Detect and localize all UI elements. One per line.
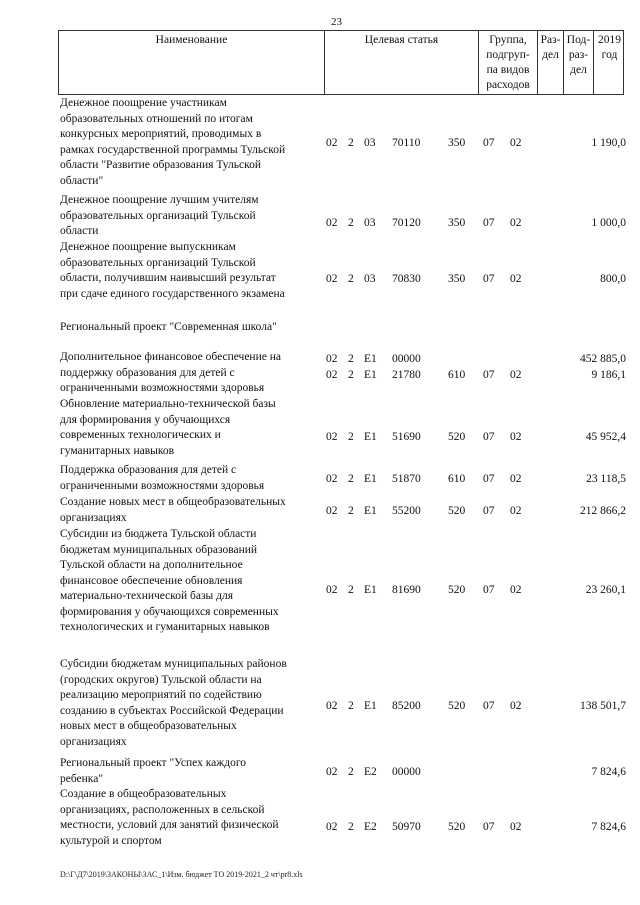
amount-2019: 1 000,0 [591, 217, 626, 229]
code-program: 02 [326, 821, 338, 833]
header-group-line: расходов [486, 79, 530, 91]
amount-2019: 45 952,4 [585, 431, 626, 443]
row-name-line: Региональный проект "Современная школа" [60, 321, 277, 333]
code-program: 02 [326, 766, 338, 778]
row-name-line: при сдаче единого государственного экзамена [60, 287, 285, 300]
row-name [60, 657, 322, 750]
row-name-line: области "Развитие образования Тульской [60, 159, 262, 171]
code-subprogram: 2 [348, 700, 354, 712]
row-name [60, 240, 322, 302]
code-subprogram: 2 [348, 137, 354, 149]
podrazdel: 02 [510, 584, 522, 596]
expense-group: 610 [448, 369, 466, 381]
row-name-line: Денежное поощрение участникам [60, 97, 227, 109]
row-name-line: конкурсных мероприятий, проводимых в [60, 128, 262, 140]
code-program: 02 [326, 217, 338, 229]
code-subprogram: 2 [348, 353, 354, 365]
row-name-line: Поддержка образования для детей с [60, 464, 237, 476]
row-name-line: Тульской области на дополнительное [60, 559, 243, 571]
row-name-line: новых мест в общеобразовательных [60, 720, 237, 732]
amount-2019: 7 824,6 [591, 821, 626, 833]
row-name-line: образовательных организаций Тульской [60, 256, 256, 269]
table-row [60, 495, 626, 526]
amount-2019: 9 186,1 [591, 369, 626, 381]
amount-2019: 7 824,6 [591, 766, 626, 778]
row-name [60, 787, 322, 849]
row-name-line: области [60, 225, 99, 237]
row-name-line: области, получившим наивысший результат [60, 272, 276, 284]
amount-2019: 138 501,7 [580, 700, 626, 712]
razdel: 07 [483, 369, 495, 381]
header-group-cell [479, 31, 538, 94]
row-name-line: реализацию мероприятий по содействию [60, 689, 262, 701]
code-program: 02 [326, 473, 338, 485]
table-row [60, 397, 626, 459]
code-subprogram: 2 [348, 217, 354, 229]
row-name-line: ребенка" [60, 772, 104, 785]
row-name-line: бюджетам муниципальных образований [60, 543, 258, 556]
code-program: 02 [326, 137, 338, 149]
expense-group: 520 [448, 584, 466, 596]
header-year: 2019 год [598, 34, 621, 61]
code-event: E1 [364, 369, 377, 381]
row-name-line: образовательных отношений по итогам [60, 112, 253, 125]
code-event: E1 [364, 353, 377, 365]
code-direction: 55200 [392, 505, 421, 517]
row-name [60, 756, 322, 787]
row-name-line: Дополнительное финансовое обеспечение на [60, 351, 281, 363]
row-name-line: образовательных организаций Тульской [60, 209, 256, 222]
row-name-line: местности, условий для занятий физической [60, 819, 279, 831]
amount-2019: 23 118,5 [586, 473, 626, 485]
razdel: 07 [483, 217, 495, 229]
page-number: 23 [331, 16, 342, 28]
razdel: 07 [483, 584, 495, 596]
table-row [60, 350, 626, 397]
expense-group: 520 [448, 821, 466, 833]
row-name-line: Денежное поощрение лучшим учителям [60, 194, 259, 206]
row-name-line: организациях [60, 511, 127, 524]
code-direction: 00000 [392, 766, 421, 778]
code-direction: 70830 [392, 273, 421, 285]
header-name-cell [59, 31, 325, 94]
code-direction: 70110 [392, 137, 421, 149]
table-row [60, 756, 626, 787]
code-event: 03 [364, 217, 376, 229]
amount-2019: 452 885,0 [580, 353, 626, 365]
header-group-line: подгруп- [486, 49, 530, 61]
code-direction: 70120 [392, 217, 421, 229]
amount-2019: 212 866,2 [580, 505, 626, 517]
expense-group: 520 [448, 700, 466, 712]
code-direction: 81690 [392, 584, 421, 596]
razdel: 07 [483, 273, 495, 285]
row-name-line: Создание новых мест в общеобразовательных [60, 496, 286, 508]
row-name [60, 397, 322, 459]
table-row [60, 240, 626, 302]
expense-group: 350 [448, 137, 466, 149]
podrazdel: 02 [510, 431, 522, 443]
table-row [60, 463, 626, 494]
code-event: E2 [364, 766, 377, 778]
header-group-line: Группа, [489, 34, 527, 46]
podrazdel: 02 [510, 137, 522, 149]
row-name [60, 96, 322, 189]
table-row [60, 657, 626, 750]
podrazdel: 02 [510, 505, 522, 517]
expense-group: 350 [448, 217, 466, 229]
footer-file-path: D:\Г\Д7\2019\ЗАКОНЫ\ЗАС_1\Изм. бюджет ТО 2019-2021_2 чт\pr8.xls [60, 870, 303, 879]
row-name-line: Создание в общеобразовательных [60, 788, 227, 800]
code-event: 03 [364, 137, 376, 149]
header-razdel-line: Раз- [540, 34, 561, 46]
row-name-line: ограниченными возможностями здоровья [60, 382, 265, 394]
razdel: 07 [483, 821, 495, 833]
row-name-line: (городских округов) Тульской области на [60, 673, 262, 686]
podrazdel: 02 [510, 273, 522, 285]
expense-group: 350 [448, 273, 466, 285]
row-name [60, 495, 322, 526]
expense-group: 610 [448, 473, 466, 485]
code-event: 03 [364, 273, 376, 285]
podrazdel: 02 [510, 217, 522, 229]
razdel: 07 [483, 505, 495, 517]
row-name [60, 350, 322, 397]
code-subprogram: 2 [348, 821, 354, 833]
row-name [60, 320, 322, 336]
row-name-line: культурой и спортом [60, 834, 162, 847]
code-subprogram: 2 [348, 505, 354, 517]
podrazdel: 02 [510, 821, 522, 833]
code-event: E1 [364, 584, 377, 596]
razdel: 07 [483, 431, 495, 443]
row-name-line: поддержку образования для детей с [60, 366, 235, 379]
razdel: 07 [483, 700, 495, 712]
row-name-line: Денежное поощрение выпускникам [60, 241, 236, 253]
row-name-line: области" [60, 174, 104, 187]
table-row [60, 96, 626, 189]
code-direction: 51690 [392, 431, 421, 443]
amount-2019: 23 260,1 [585, 584, 626, 596]
razdel: 07 [483, 137, 495, 149]
header-target-cell [325, 31, 479, 94]
row-name-line: современных технологических и [60, 429, 221, 441]
table-row [60, 193, 626, 240]
row-name-line: технологических и гуманитарных навыков [60, 621, 270, 633]
code-direction: 51870 [392, 473, 421, 485]
code-program: 02 [326, 700, 338, 712]
code-event: E1 [364, 700, 377, 712]
header-group-line: па видов [486, 64, 530, 76]
row-name-line: материально-технической базы для [60, 590, 234, 602]
code-program: 02 [326, 505, 338, 517]
row-name-line: Региональный проект "Успех каждого [60, 757, 246, 769]
header-razdel-line: дел [542, 49, 559, 61]
code-subprogram: 2 [348, 766, 354, 778]
row-name [60, 463, 322, 494]
row-name-line: гуманитарных навыков [60, 444, 175, 457]
row-name-line: формирования у обучающихся современных [60, 605, 279, 618]
header-podrazdel-line: раз- [568, 49, 589, 61]
code-program: 02 [326, 431, 338, 443]
code-subprogram: 2 [348, 273, 354, 285]
amount-2019: 800,0 [600, 273, 626, 285]
row-name-line: ограниченными возможностями здоровья [60, 479, 265, 492]
row-name [60, 193, 322, 240]
table-row [60, 527, 626, 636]
code-event: E1 [364, 431, 377, 443]
table-row [60, 787, 626, 849]
row-name-line: Обновление материально-технической базы [60, 398, 276, 410]
code-program: 02 [326, 584, 338, 596]
code-program: 02 [326, 353, 338, 365]
podrazdel: 02 [510, 369, 522, 381]
code-direction: 50970 [392, 821, 421, 833]
header-podrazdel-cell [564, 31, 594, 94]
code-subprogram: 2 [348, 369, 354, 381]
expense-group: 520 [448, 431, 466, 443]
row-name-line: созданию в субъектах Российской Федерации [60, 704, 284, 717]
code-event: E1 [364, 505, 377, 517]
row-name-line: финансовое обеспечение обновления [60, 574, 243, 587]
row-name-line: Субсидии бюджетам муниципальных районов [60, 658, 287, 670]
code-direction: 00000 [392, 353, 421, 365]
razdel: 07 [483, 473, 495, 485]
row-name-line: организациях, расположенных в сельской [60, 803, 265, 816]
header-name: Наименование [155, 34, 228, 46]
row-name-line: рамках государственной программы Тульской [60, 143, 286, 156]
row-name-line: для формирования у обучающихся [60, 413, 231, 426]
row-name-line: организациях [60, 735, 127, 748]
code-program: 02 [326, 273, 338, 285]
code-subprogram: 2 [348, 431, 354, 443]
code-event: E1 [364, 473, 377, 485]
header-podrazdel-line: дел [570, 64, 587, 76]
podrazdel: 02 [510, 700, 522, 712]
code-direction: 85200 [392, 700, 421, 712]
code-program: 02 [326, 369, 338, 381]
table-header [58, 30, 624, 95]
row-name-line: Субсидии из бюджета Тульской области [60, 528, 257, 540]
podrazdel: 02 [510, 473, 522, 485]
code-event: E2 [364, 821, 377, 833]
expense-group: 520 [448, 505, 466, 517]
code-direction: 21780 [392, 369, 421, 381]
header-razdel-cell [538, 31, 564, 94]
code-subprogram: 2 [348, 584, 354, 596]
header-year-cell [594, 31, 625, 94]
code-subprogram: 2 [348, 473, 354, 485]
header-podrazdel-line: Под- [566, 34, 591, 46]
header-target: Целевая статья [364, 34, 439, 46]
amount-2019: 1 190,0 [591, 137, 626, 149]
row-name [60, 527, 322, 636]
